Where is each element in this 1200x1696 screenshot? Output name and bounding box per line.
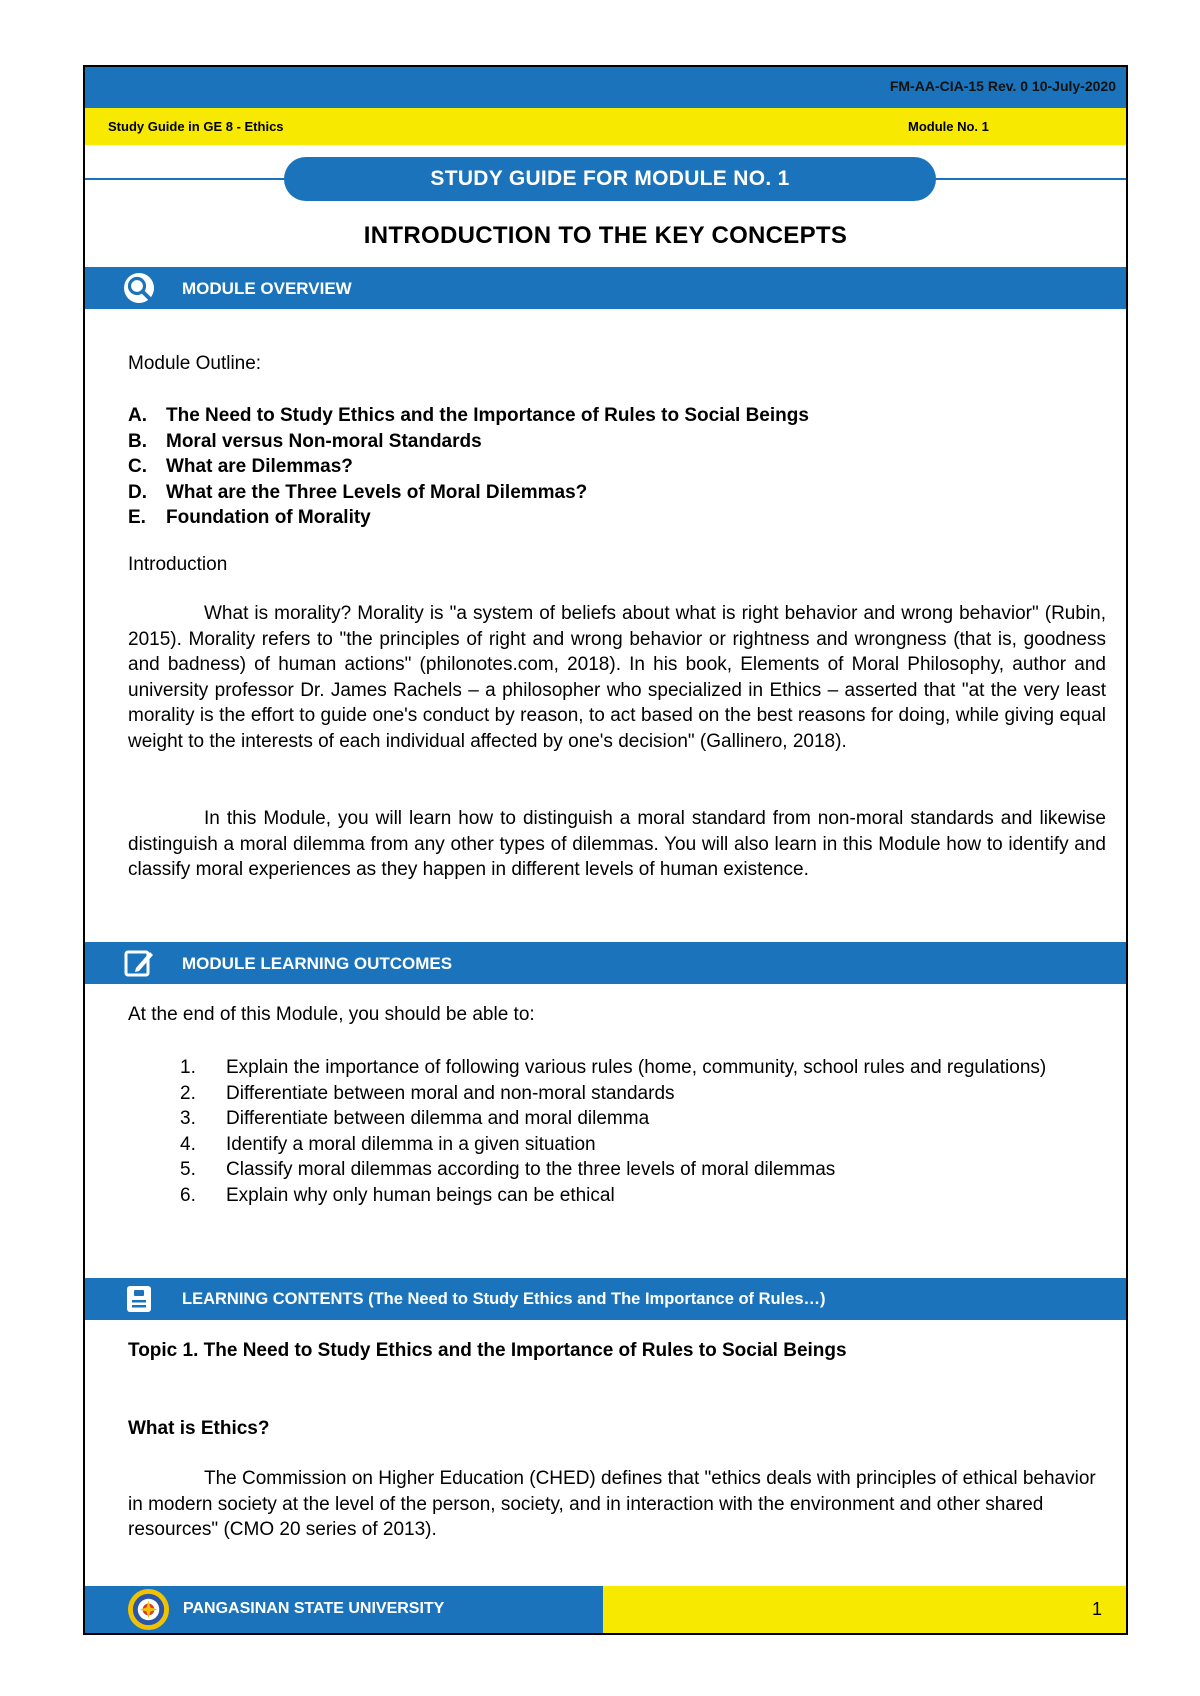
list-item-text: Explain the importance of following various rules (home, community, school rules and regulations) [226,1057,1047,1078]
university-name: PANGASINAN STATE UNIVERSITY [183,1600,445,1617]
list-marker: E. [128,507,146,528]
topic-title: Topic 1. The Need to Study Ethics and the Importance of Rules to Social Beings [128,1340,847,1361]
list-item [128,505,809,531]
section-overview-title: MODULE OVERVIEW [182,279,352,298]
list-item-text: What are the Three Levels of Moral Dilemmas? [166,481,588,503]
subheading-what-is-ethics: What is Ethics? [128,1418,270,1439]
introduction-label: Introduction [128,554,228,575]
list-number: 6. [180,1184,196,1206]
document-icon [123,1283,155,1315]
list-item-text: Classify moral dilemmas according to the three levels of moral dilemmas [226,1159,836,1180]
outline-label: Module Outline: [128,353,262,374]
list-item-text: Moral versus Non-moral Standards [166,430,482,452]
ethics-paragraph [128,1466,1098,1543]
ethics-paragraph-text: The Commission on Higher Education (CHED) defines that "ethics deals with principles of ethical behavior in modern society at the level of the person, society, and in interaction with the environment and other shared resources" (CMO 20 series of 2013). [128,1468,1096,1540]
list-item-text: The Need to Study Ethics and the Importance of Rules to Social Beings [166,405,809,426]
list-item-text: Identify a moral dilemma in a given situation [226,1133,596,1155]
pencil-edit-icon [123,947,155,979]
page-number: 1 [1091,1599,1102,1619]
module-outline-list [128,403,809,531]
section-outcomes-title: MODULE LEARNING OUTCOMES [182,954,453,973]
list-item [180,1183,1080,1209]
module-label: Module No. 1 [908,119,989,134]
section-contents-header [85,1278,1126,1320]
list-number: 3. [180,1108,196,1129]
list-item [128,454,809,480]
intro-paragraph-1 [128,601,1106,754]
list-item [180,1081,1080,1107]
list-number: 5. [180,1159,196,1180]
list-item [180,1106,1080,1132]
list-item [180,1132,1080,1158]
list-item-text: Differentiate between dilemma and moral dilemma [226,1108,650,1129]
magnifier-icon [123,272,155,304]
list-item [128,429,809,455]
footer-yellow-band [603,1586,1126,1633]
section-outcomes-header [85,942,1126,984]
list-item-text: What are Dilemmas? [166,456,353,477]
list-item [180,1055,1080,1081]
page-title: INTRODUCTION TO THE KEY CONCEPTS [363,222,848,249]
section-overview-header [85,267,1126,309]
outcomes-list [180,1055,1080,1208]
list-item [180,1157,1080,1183]
list-item-text: Differentiate between moral and non-moral standards [226,1082,675,1104]
list-item [128,480,809,506]
intro-paragraph-2 [128,806,1106,883]
form-code: FM-AA-CIA-15 Rev. 0 10-July-2020 [889,78,1116,94]
outcomes-lead: At the end of this Module, you should be able to: [128,1004,535,1025]
list-number: 1. [180,1057,196,1078]
section-contents-title: LEARNING CONTENTS (The Need to Study Ethics and The Importance of Rules…) [182,1290,826,1308]
list-marker: A. [128,405,147,426]
list-marker: D. [128,481,147,503]
list-marker: B. [128,430,147,452]
intro-paragraph-2-text: In this Module, you will learn how to distinguish a moral standard from non-moral standards and likewise distinguish a moral dilemma from any other types of dilemmas. You will also learn in this Module how to identify and classify moral experiences as they happen in different levels of human existence. [128,808,1106,880]
list-marker: C. [128,456,147,477]
list-number: 2. [180,1082,196,1104]
study-guide-label: Study Guide in GE 8 - Ethics [108,119,284,134]
list-number: 4. [180,1133,196,1155]
list-item [128,403,809,429]
list-item-text: Foundation of Morality [166,507,371,528]
list-item-text: Explain why only human beings can be ethical [226,1184,615,1206]
module-banner: STUDY GUIDE FOR MODULE NO. 1 [284,157,936,201]
intro-paragraph-1-text: What is morality? Morality is "a system of beliefs about what is right behavior and wrong behavior" (Rubin, 2015). Morality refers to "the principles of right and wrong behavior or rightness and wrongness (that is, goodness and badness) of human actions" (philonotes.com, 2018). In his book, Elements of Moral Philosophy, author and university professor Dr. James Rachels – a philosopher who specialized in Ethics – asserted that "at the very least morality is the effort to guide one's conduct by reason, to act based on the best reasons for doing, while giving equal weight to the interests of each individual affected by one's decision" (Gallinero, 2018). [128,603,1106,752]
university-seal-icon [127,1588,170,1631]
